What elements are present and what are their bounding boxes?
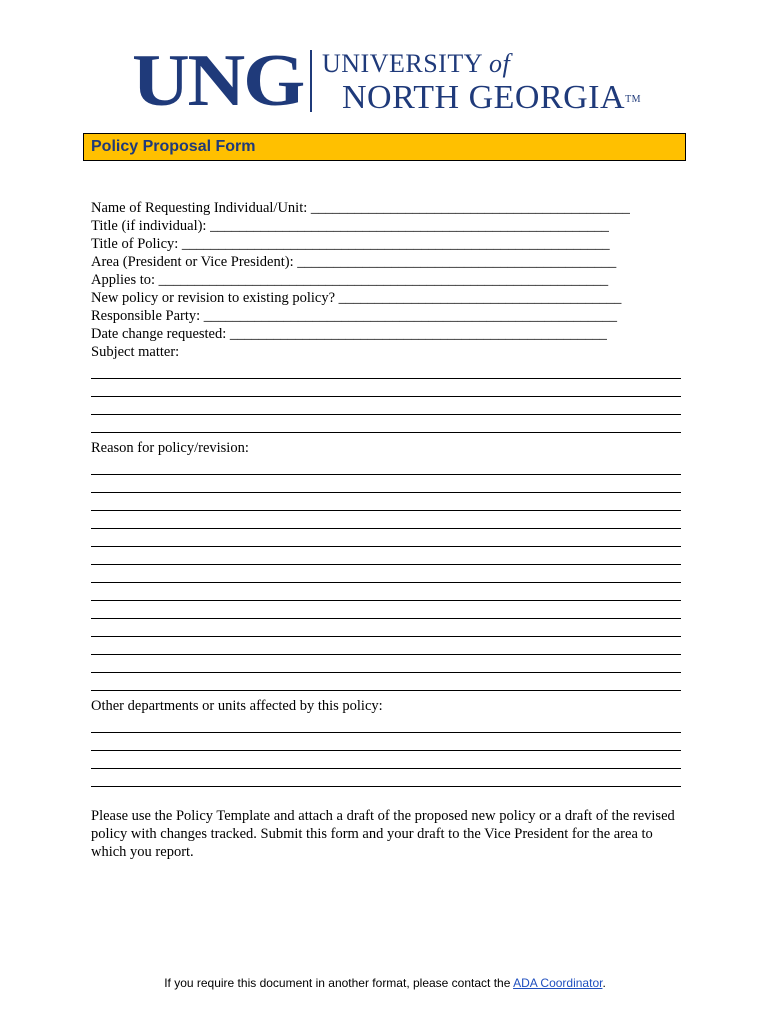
field-title-of-policy: Title of Policy: ___________________________________________________________ xyxy=(91,236,610,252)
reason-line xyxy=(91,637,681,655)
instructions-paragraph: Please use the Policy Template and attach a draft of the proposed new policy or a draft of the revised policy with changes tracked. Submit this form and your draft to the Vice President for the area to which you report. xyxy=(91,808,675,860)
field-responsible-party: Responsible Party: _________________________________________________________ xyxy=(91,308,618,324)
ung-logo xyxy=(132,40,652,122)
reason-line xyxy=(91,493,681,511)
other-departments-line xyxy=(91,751,681,769)
logo-divider xyxy=(310,50,312,112)
logo-of-text: of xyxy=(489,49,511,78)
form-title: Policy Proposal Form xyxy=(91,138,256,155)
reason-line xyxy=(91,511,681,529)
subject-line xyxy=(91,379,681,397)
field-requesting-individual: Name of Requesting Individual/Unit: ____________________________________________ xyxy=(91,200,630,216)
field-applies-to: Applies to: ______________________________________________________________ xyxy=(91,272,609,288)
reason-line xyxy=(91,601,681,619)
subject-line xyxy=(91,397,681,415)
logo-north-georgia-text: NORTH GEORGIA xyxy=(342,79,626,116)
form-body xyxy=(91,199,681,861)
subject-line xyxy=(91,361,681,379)
reason-line xyxy=(91,547,681,565)
reason-line xyxy=(91,565,681,583)
logo-university-text: UNIVERSITY xyxy=(322,49,490,78)
other-departments-line xyxy=(91,733,681,751)
form-title-bar xyxy=(83,133,686,161)
footer-note xyxy=(0,976,770,990)
reason-line xyxy=(91,529,681,547)
logo-university-line xyxy=(322,50,510,78)
logo-trademark: TM xyxy=(625,94,642,105)
reason-line xyxy=(91,475,681,493)
logo-mark: UNG xyxy=(132,40,304,122)
footer-period: . xyxy=(602,976,606,990)
field-area: Area (President or Vice President): ____________________________________________ xyxy=(91,254,617,270)
field-subject-matter: Subject matter: xyxy=(91,344,180,360)
field-date-change: Date change requested: ____________________________________________________ xyxy=(91,326,607,342)
other-departments-label: Other departments or units affected by this policy: xyxy=(91,698,383,714)
reason-line xyxy=(91,457,681,475)
subject-line xyxy=(91,415,681,433)
logo-north-georgia-line xyxy=(342,80,641,116)
reason-label: Reason for policy/revision: xyxy=(91,440,249,456)
other-departments-line xyxy=(91,769,681,787)
reason-line xyxy=(91,655,681,673)
reason-line xyxy=(91,673,681,691)
other-departments-line xyxy=(91,715,681,733)
field-title-individual: Title (if individual): _______________________________________________________ xyxy=(91,218,609,234)
reason-line xyxy=(91,619,681,637)
field-new-or-revision: New policy or revision to existing policy? _______________________________________ xyxy=(91,290,622,306)
ada-coordinator-link[interactable]: ADA Coordinator xyxy=(513,976,603,990)
reason-line xyxy=(91,583,681,601)
footer-text: If you require this document in another format, please contact the xyxy=(164,976,514,990)
